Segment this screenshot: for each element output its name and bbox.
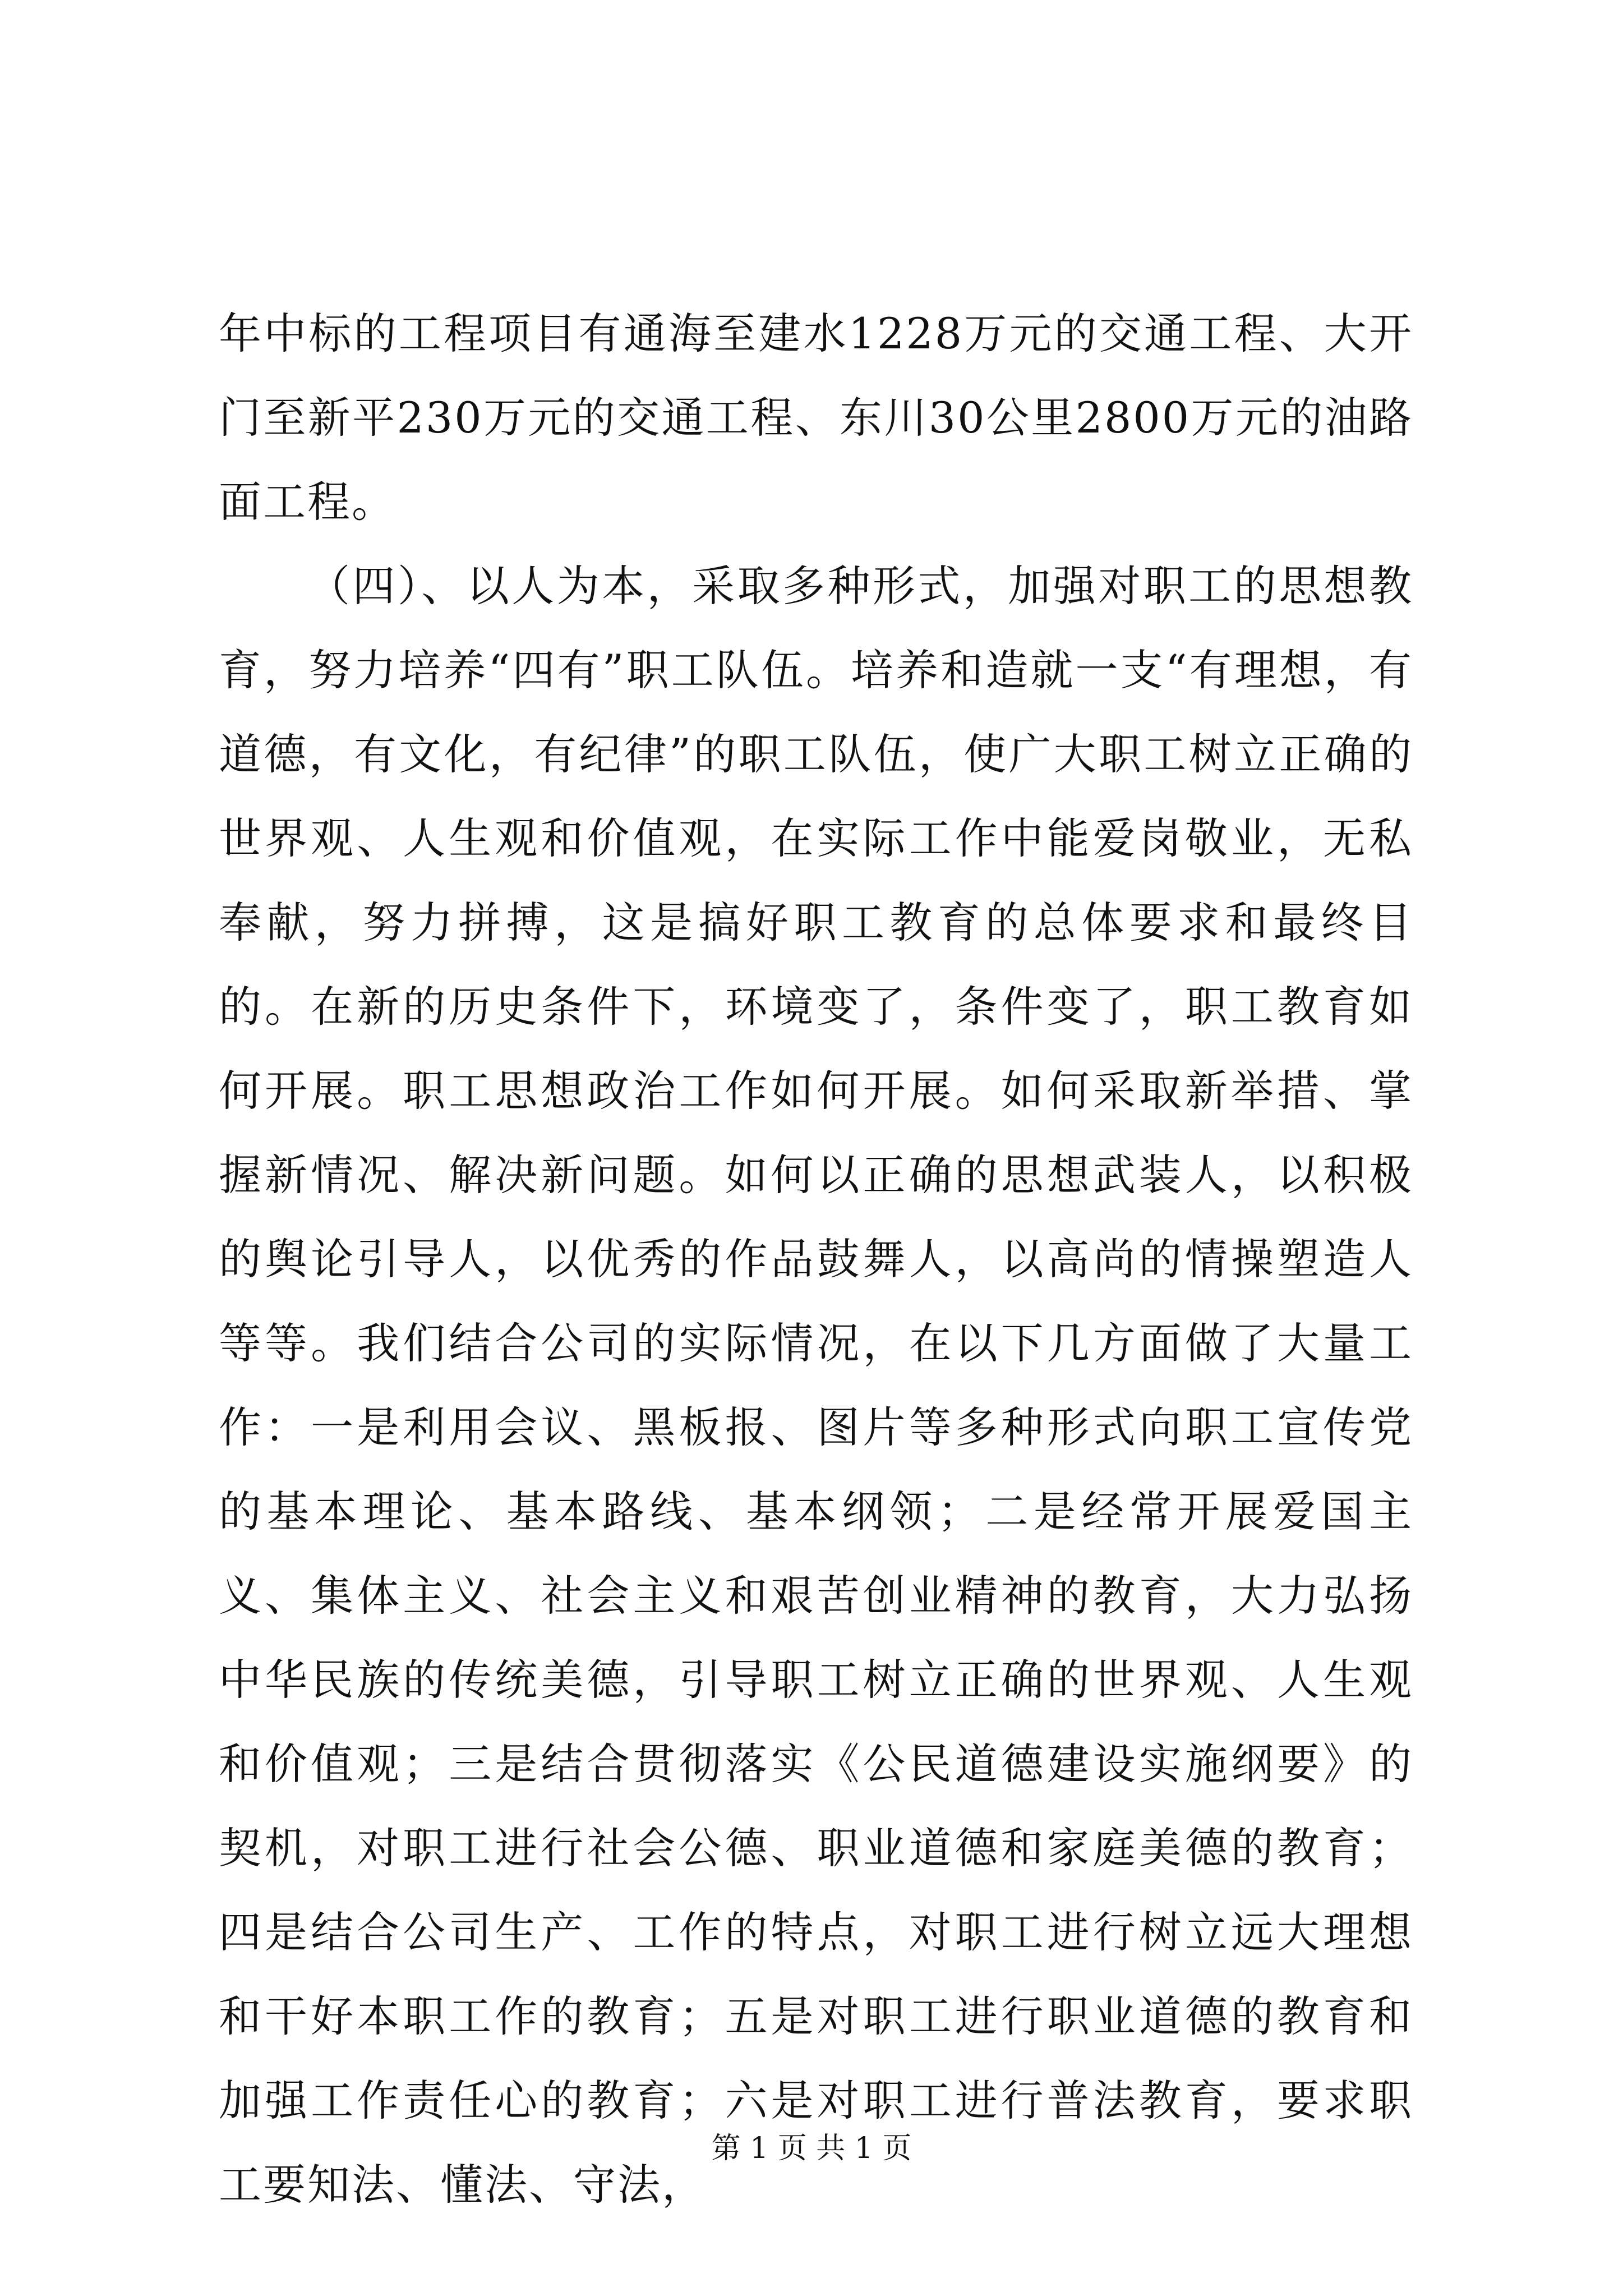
document-body [219, 292, 1413, 2227]
paragraph-1: 年中标的工程项目有通海至建水1228万元的交通工程、大开门至新平230万元的交通工程、东川30公里2800万元的油路面工程。 [219, 309, 1413, 527]
paragraph-2: （四）、以人为本，采取多种形式，加强对职工的思想教育，努力培养“四有”职工队伍。培养和造就一支“有理想，有道德，有文化，有纪律”的职工队伍，使广大职工树立正确的世界观、人生观和价值观，在实际工作中能爱岗敬业，无私奉献，努力拼搏，这是搞好职工教育的总体要求和最终目的。在新的历史条件下，环境变了，条件变了，职工教育如何开展。职工思想政治工作如何开展。如何采取新举措、掌握新情况、解决新问题。如何以正确的思想武装人，以积极的舆论引导人，以优秀的作品鼓舞人，以高尚的情操塑造人等等。我们结合公司的实际情况，在以下几方面做了大量工作：一是利用会议、黑板报、图片等多种形式向职工宣传党的基本理论、基本路线、基本纲领；二是经常开展爱国主义、集体主义、社会主义和艰苦创业精神的教育，大力弘扬中华民族的传统美德，引导职工树立正确的世界观、人生观和价值观；三是结合贯彻落实《公民道德建设实施纲要》的契机，对职工进行社会公德、职业道德和家庭美德的教育；四是结合公司生产、工作的特点，对职工进行树立远大理想和干好本职工作的教育；五是对职工进行职业道德的教育和加强工作责任心的教育；六是对职工进行普法教育，要求职工要知法、懂法、守法， [219, 561, 1413, 2210]
page-footer: 第 1 页 共 1 页 [711, 2132, 912, 2165]
